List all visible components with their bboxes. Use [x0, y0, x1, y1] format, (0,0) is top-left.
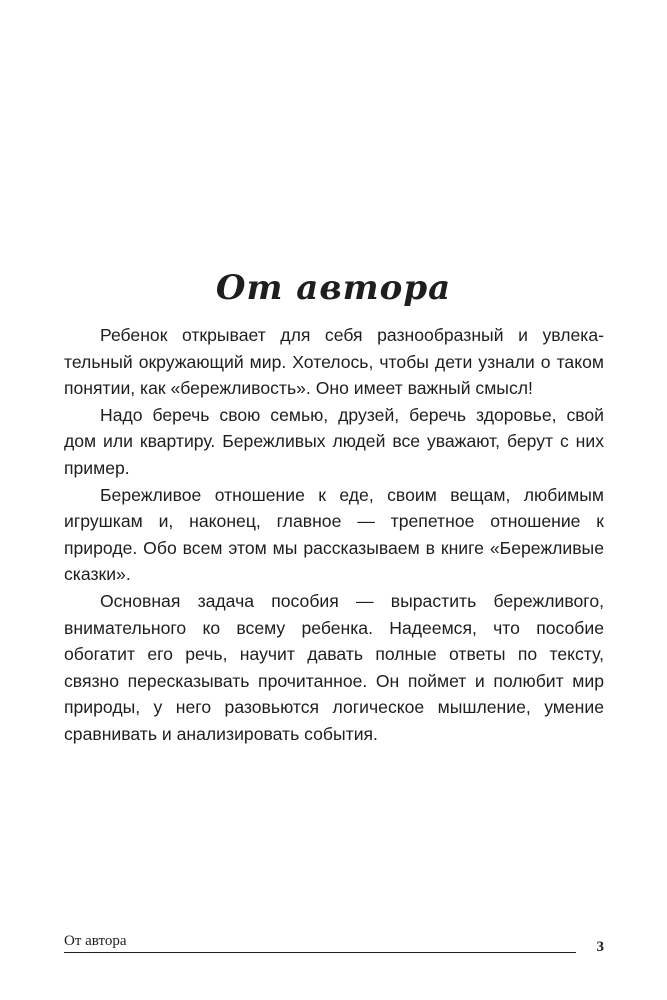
running-title: От автора	[64, 933, 127, 949]
paragraph: Бережливое отношение к еде, своим вещам, любимым игрушкам и, наконец, главное — трепетное отношение к природе. Обо всем этом мы рассказываем в книге «Бережливые сказки».	[64, 484, 604, 585]
page-footer	[64, 932, 604, 956]
paragraph: Основная задача пособия — вырастить бережливого, внимательного ко всему ребенка. Надеемся, что пособие обогатит его речь, научит давать полные ответы по тексту, связно пересказывать прочитанное. Он поймет и полюбит мир природы, у него разовьются логическое мышление, умение сравнивать и анализировать события.	[64, 590, 604, 744]
body-text	[64, 322, 604, 748]
footer-rule	[64, 952, 576, 953]
paragraph: Ребенок открывает для себя разнообразный и увлекательный окружающий мир. Хотелось, чтобы дети узнали о таком понятии, как «бережливость». Оно имеет важный смысл!	[64, 325, 604, 399]
page-number: 3	[596, 939, 604, 955]
paragraph: Надо беречь свою семью, друзей, беречь здоровье, свой дом или квартиру. Бережливых людей все уважают, берут с них пример.	[64, 404, 604, 478]
page-title: От автора	[215, 268, 452, 308]
